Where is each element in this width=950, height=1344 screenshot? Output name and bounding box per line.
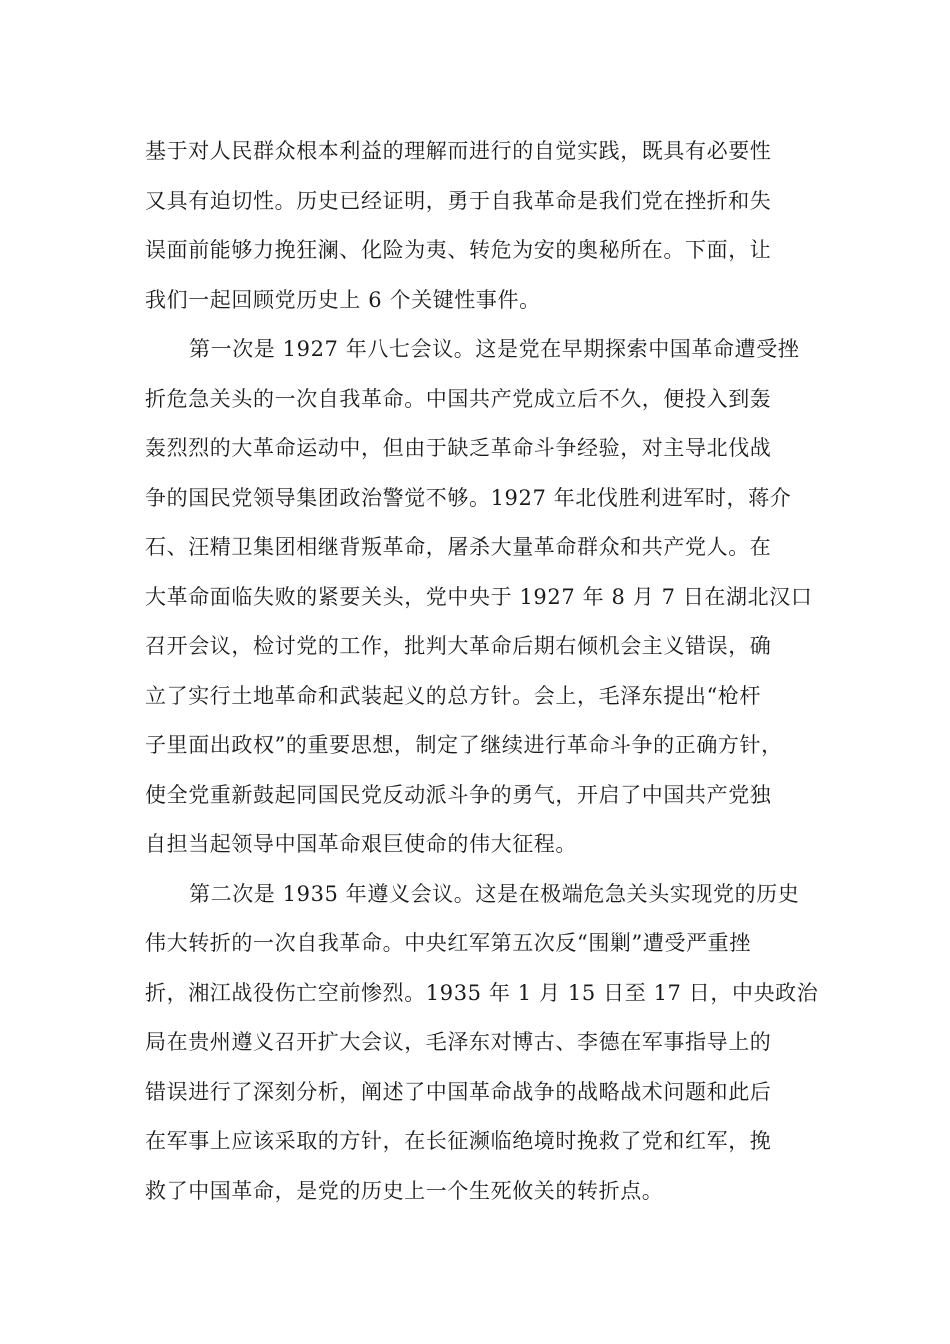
text-line: 错误进行了深刻分析，阐述了中国革命战争的战略战术问题和此后 [145, 1079, 772, 1104]
paragraph-start-line: 第二次是 1935 年遵义会议。这是在极端危急关头实现党的历史 [189, 881, 800, 906]
text-line: 伟大转折的一次自我革命。中央红军第五次反“围剿”遭受严重挫 [145, 931, 751, 955]
text-line: 我们一起回顾党历史上 6 个关键性事件。 [145, 287, 541, 312]
text-line: 局在贵州遵义召开扩大会议，毛泽东对博古、李德在军事指导上的 [145, 1030, 772, 1054]
text-line: 救了中国革命，是党的历史上一个生死攸关的转折点。 [145, 1178, 664, 1203]
text-line: 召开会议，检讨党的工作，批判大革命后期右倾机会主义错误，确 [145, 634, 772, 658]
text-line: 石、汪精卫集团相继背叛革命，屠杀大量革命群众和共产党人。在 [145, 535, 772, 559]
text-line: 轰烈烈的大革命运动中，但由于缺乏革命斗争经验，对主导北伐战 [145, 436, 772, 460]
text-line: 在军事上应该采取的方针，在长征濒临绝境时挽救了党和红军，挽 [145, 1129, 772, 1153]
text-line: 立了实行土地革命和武装起义的总方针。会上，毛泽东提出“枪杆 [145, 683, 762, 708]
text-line: 折，湘江战役伤亡空前惨烈。1935 年 1 月 15 日至 17 日，中央政治 [145, 980, 819, 1005]
text-line: 误面前能够力挽狂澜、化险为夷、转危为安的奥秘所在。下面，让 [145, 238, 772, 262]
text-line: 子里面出政权”的重要思想，制定了继续进行革命斗争的正确方针， [145, 733, 783, 757]
body-text [145, 127, 819, 1216]
text-line: 大革命面临失败的紧要关头，党中央于 1927 年 8 月 7 日在湖北汉口 [145, 584, 813, 609]
text-line: 又具有迫切性。历史已经证明，勇于自我革命是我们党在挫折和失 [145, 188, 772, 213]
text-line: 折危急关头的一次自我革命。中国共产党成立后不久，便投入到轰 [145, 386, 772, 411]
text-line: 自担当起领导中国革命艰巨使命的伟大征程。 [145, 832, 577, 856]
text-line: 基于对人民群众根本利益的理解而进行的自觉实践，既具有必要性 [145, 139, 772, 163]
paragraph-start-line: 第一次是 1927 年八七会议。这是党在早期探索中国革命遭受挫 [189, 337, 800, 361]
text-line: 使全党重新鼓起同国民党反动派斗争的勇气，开启了中国共产党独 [145, 782, 772, 807]
text-line: 争的国民党领导集团政治警觉不够。1927 年北伐胜利进军时，蒋介 [145, 485, 792, 510]
